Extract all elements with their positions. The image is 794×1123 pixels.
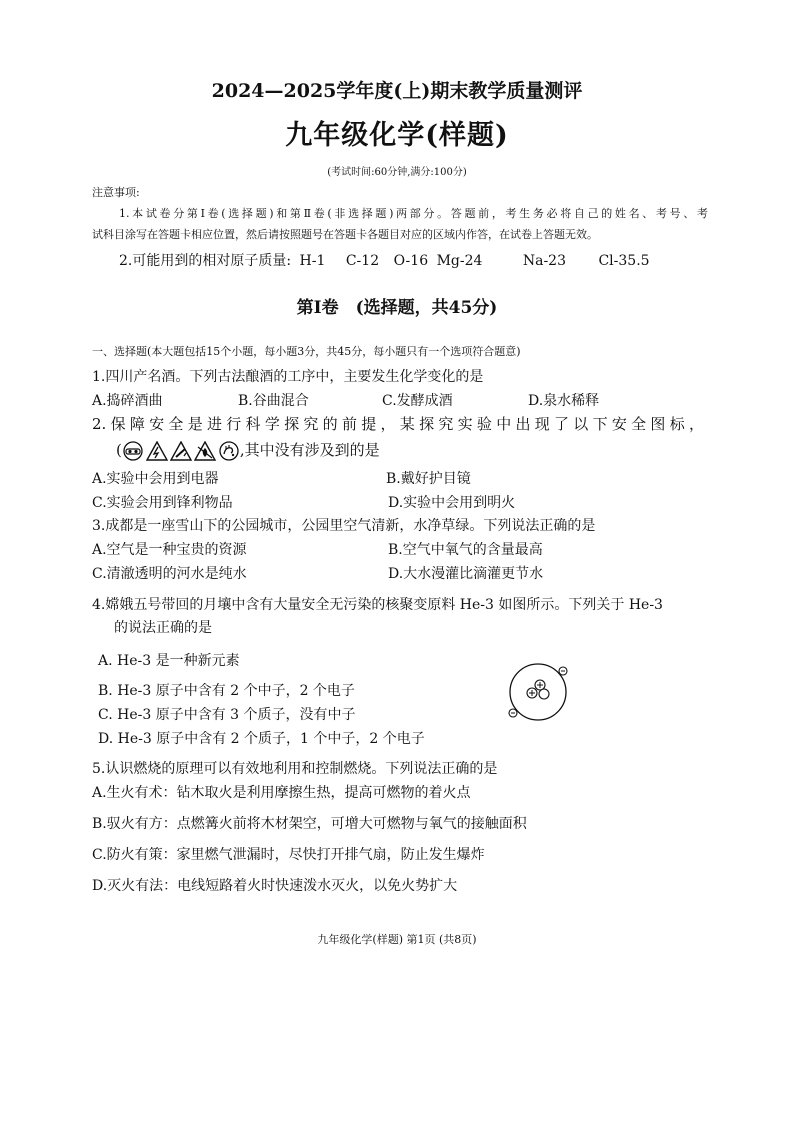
electric-hazard-icon <box>146 441 168 461</box>
electron-2 <box>509 709 517 717</box>
question-5-stem: 5.认识燃烧的原理可以有效地利用和控制燃烧。下列说法正确的是 <box>92 761 498 777</box>
atomic-mass-cl: Cl-35.5 <box>598 253 650 269</box>
atomic-mass-c: C-12 <box>345 253 380 269</box>
notes-item1-line2: 试科目涂写在答题卡相应位置，然后请按照题号在答题卡各题目对应的区域内作答，在试卷上答题无效。 <box>92 228 598 241</box>
exam-title: 2024—2025学年度(上)期末教学质量测评 <box>211 80 583 102</box>
question-4-stem-line1: 4.嫦娥五号带回的月壤中含有大量安全无污染的核聚变原料 He-3 如图所示。下列关于 He-3 <box>92 597 663 613</box>
electron-1 <box>559 667 567 675</box>
section-title: 第Ⅰ卷 (选择题，共45分) <box>296 298 498 318</box>
question-3-option-c: C.清澈透明的河水是纯水 <box>92 566 247 582</box>
question-5-option-c: C.防火有策：家里燃气泄漏时，尽快打开排气扇，防止发生爆炸 <box>92 847 485 863</box>
goggles-icon <box>122 441 144 461</box>
question-1-option-b: B.谷曲混合 <box>238 393 309 409</box>
question-5-option-b: B.驭火有方：点燃篝火前将木材架空，可增大可燃物与氧气的接触面积 <box>92 816 527 832</box>
question-1-option-a: A.捣碎酒曲 <box>92 393 163 409</box>
atomic-mass-mg: Mg-24 <box>436 253 483 269</box>
question-2-stem-line1: 2.保障安全是进行科学探究的前提，某探究实验中出现了以下安全图标， <box>92 415 704 433</box>
question-5-option-a: A.生火有术：钻木取火是利用摩擦生热，提高可燃物的着火点 <box>92 785 471 801</box>
question-4-option-d: D. He-3 原子中含有 2 个质子，1 个中子，2 个电子 <box>98 731 425 747</box>
question-3-option-a: A.空气是一种宝贵的资源 <box>92 542 247 558</box>
page-footer: 九年级化学(样题) 第1页 (共8页) <box>317 933 477 946</box>
electron-shell <box>510 664 566 720</box>
notes-heading: 注意事项: <box>92 186 140 199</box>
question-2-option-b: B.戴好护目镜 <box>386 471 471 487</box>
atomic-mass-o: O-16 <box>393 253 429 269</box>
question-2-stem-end: ,其中没有涉及到的是 <box>239 441 380 459</box>
question-4-option-b: B. He-3 原子中含有 2 个中子，2 个电子 <box>98 683 355 699</box>
notes-item2 <box>119 250 650 270</box>
question-2-option-a: A.实验中会用到电器 <box>92 471 219 487</box>
question-4-option-c: C. He-3 原子中含有 3 个质子，没有中子 <box>98 707 356 723</box>
notes-item1-line1: 1.本试卷分第Ⅰ卷(选择题)和第Ⅱ卷(非选择题)两部分。答题前，考生务必将自己的姓名、考号、考 <box>119 207 708 220</box>
sharp-object-icon <box>170 441 192 461</box>
section-instruction: 一、选择题(本大题包括15个小题，每小题3分，共45分，每小题只有一个选项符合题意) <box>92 345 521 358</box>
exam-info: (考试时间:60分钟,满分:100分) <box>327 167 467 178</box>
question-3-option-b: B.空气中氧气的含量最高 <box>388 542 543 558</box>
question-1-stem: 1.四川产名酒。下列古法酿酒的工序中，主要发生化学变化的是 <box>92 369 484 385</box>
question-5-option-d: D.灭火有法：电线短路着火时快速泼水灭火，以免火势扩大 <box>92 878 458 894</box>
atomic-mass-h: H-1 <box>299 253 326 269</box>
neutron <box>539 689 549 699</box>
question-2-option-d: D.实验中会用到明火 <box>388 495 516 511</box>
question-4-stem-line2: 的说法正确的是 <box>114 620 212 636</box>
question-1-option-c: C.发酵成酒 <box>382 393 453 409</box>
nucleus <box>527 680 549 699</box>
atomic-mass-label: 2.可能用到的相对原子质量: <box>119 253 292 269</box>
question-3-stem: 3.成都是一座雪山下的公园城市，公园里空气清新，水净草绿。下列说法正确的是 <box>92 518 596 534</box>
question-2-stem-line2 <box>116 438 380 462</box>
question-2-open-paren: ( <box>116 441 122 459</box>
question-3-option-d: D.大水漫灌比滴灌更节水 <box>388 566 544 582</box>
safety-icons <box>122 441 240 461</box>
fire-hazard-icon <box>194 441 216 461</box>
question-4-option-a: A. He-3 是一种新元素 <box>98 653 240 669</box>
hand-wash-icon <box>218 441 240 461</box>
question-1-option-d: D.泉水稀释 <box>528 393 600 409</box>
subject-title: 九年级化学(样题) <box>285 120 509 151</box>
helium-3-atom-diagram <box>500 658 576 724</box>
atomic-mass-na: Na-23 <box>522 253 567 269</box>
question-2-option-c: C.实验会用到锋利物品 <box>92 495 233 511</box>
